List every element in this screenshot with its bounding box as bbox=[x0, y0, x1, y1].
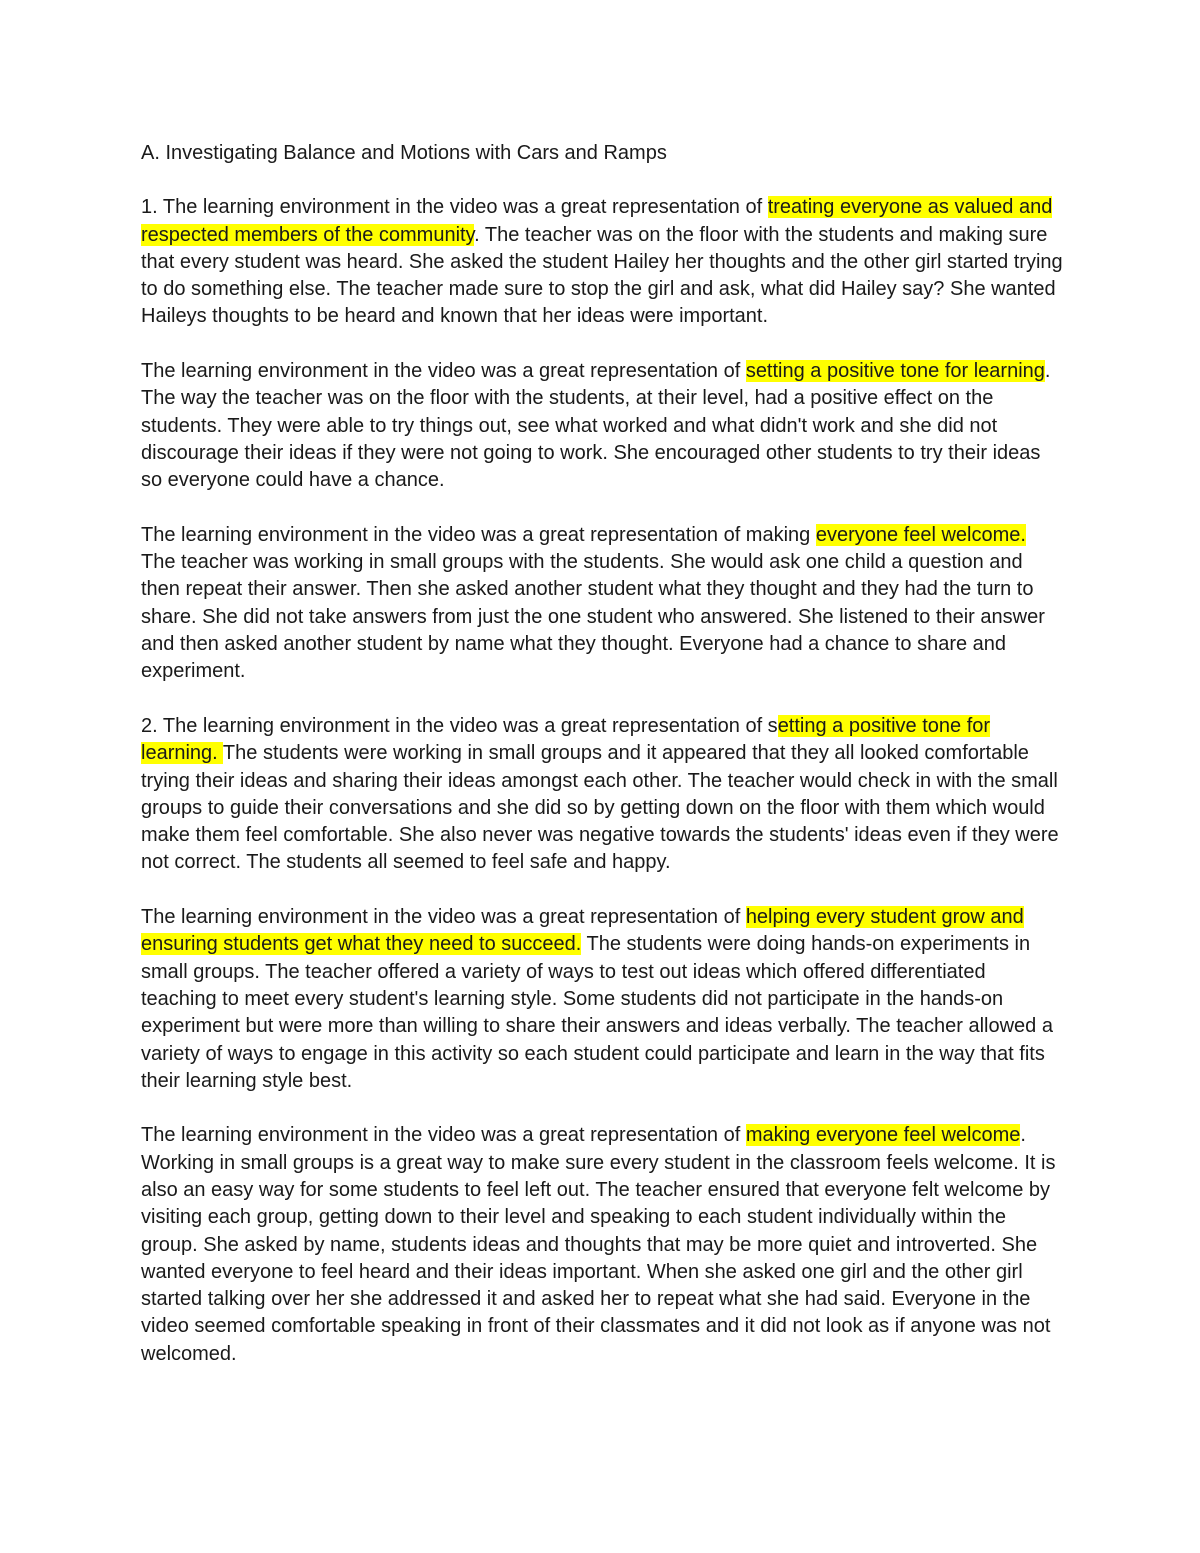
paragraph-text: . Working in small groups is a great way to make sure every student in the classroom feels welcome. It is also an easy way for some students to feel left out. The teacher ensured that everyone felt welcome by visiting each group, getting down to their level and speaking to each student individually within the group. She asked by name, students ideas and thoughts that may be more quiet and introverted. She wanted everyone to feel heard and their ideas important. When she asked one girl and the other girl started talking over her she addressed it and asked her to repeat what she had said. Everyone in the video seemed comfortable speaking in front of their classmates and it did not look as if anyone was not welcomed. bbox=[141, 1124, 1056, 1365]
highlighted-text: setting a positive tone for learning bbox=[745, 360, 1045, 383]
paragraph-6 bbox=[141, 1122, 1063, 1368]
paragraph-text: The learning environment in the video was a great representation of bbox=[141, 1124, 746, 1147]
paragraph-text: 2. The learning environment in the video was a great representation of s bbox=[141, 714, 778, 737]
paragraph-text: The teacher was working in small groups with the students. She would ask one child a question and then repeat their answer. Then she asked another student what they thought and they had the turn to share. She did not take answers from just the one student who answered. She listened to their answer and then asked another student by name what they thought. Everyone had a chance to share and experiment. bbox=[141, 551, 1045, 683]
paragraph-text: The learning environment in the video was a great representation of bbox=[141, 906, 746, 929]
paragraph-4 bbox=[141, 713, 1063, 877]
paragraph-text: The students were working in small groups and it appeared that they all looked comfortable trying their ideas and sharing their ideas amongst each other. The teacher would check in with the small groups to guide their conversations and she did so by getting down on the floor with them which would make them feel comfortable. She also never was negative towards the students' ideas even if they were not correct. The students all seemed to feel safe and happy. bbox=[141, 742, 1059, 874]
highlighted-text: etting a positive tone for learning. bbox=[141, 714, 991, 765]
paragraph-3 bbox=[141, 522, 1063, 686]
paragraph-text: The students were doing hands-on experiments in small groups. The teacher offered a variety of ways to test out ideas which offered differentiated teaching to meet every student's learning style. Some students did not participate in the hands-on experiment but were more than willing to share their answers and ideas verbally. The teacher allowed a variety of ways to engage in this activity so each student could participate and learn in the way that fits their learning style best. bbox=[141, 933, 1053, 1092]
paragraph-text: The learning environment in the video was a great representation of making bbox=[141, 523, 816, 546]
document-body bbox=[141, 140, 1063, 1395]
highlighted-text: helping every student grow and ensuring students get what they need to succeed. bbox=[141, 906, 1024, 956]
paragraph-1 bbox=[141, 194, 1063, 330]
paragraph-5 bbox=[141, 904, 1063, 1095]
paragraph-text: 1. The learning environment in the video was a great representation of bbox=[141, 196, 768, 219]
highlighted-text: making everyone feel welcome bbox=[745, 1124, 1021, 1147]
highlighted-text: treating everyone as valued and respected members of the community bbox=[141, 196, 1053, 246]
paragraph-text: The learning environment in the video was a great representation of bbox=[141, 360, 746, 383]
highlighted-text: everyone feel welcome. bbox=[815, 523, 1026, 546]
paragraph-2 bbox=[141, 358, 1063, 494]
document-title: A. Investigating Balance and Motions with Cars and Ramps bbox=[141, 142, 667, 164]
paragraph-text: . The teacher was on the floor with the students and making sure that every student was heard. She asked the student Hailey her thoughts and the other girl started trying to do something else. The teacher made sure to stop the girl and ask, what did Hailey say? She wanted Haileys thoughts to be heard and known that her ideas were important. bbox=[141, 223, 1063, 328]
paragraph-text: . The way the teacher was on the floor with the students, at their level, had a positive effect on the students. They were able to try things out, see what worked and what didn't work and she did not discourage their ideas if they were not going to work. She encouraged other students to try their ideas so everyone could have a chance. bbox=[141, 360, 1051, 492]
